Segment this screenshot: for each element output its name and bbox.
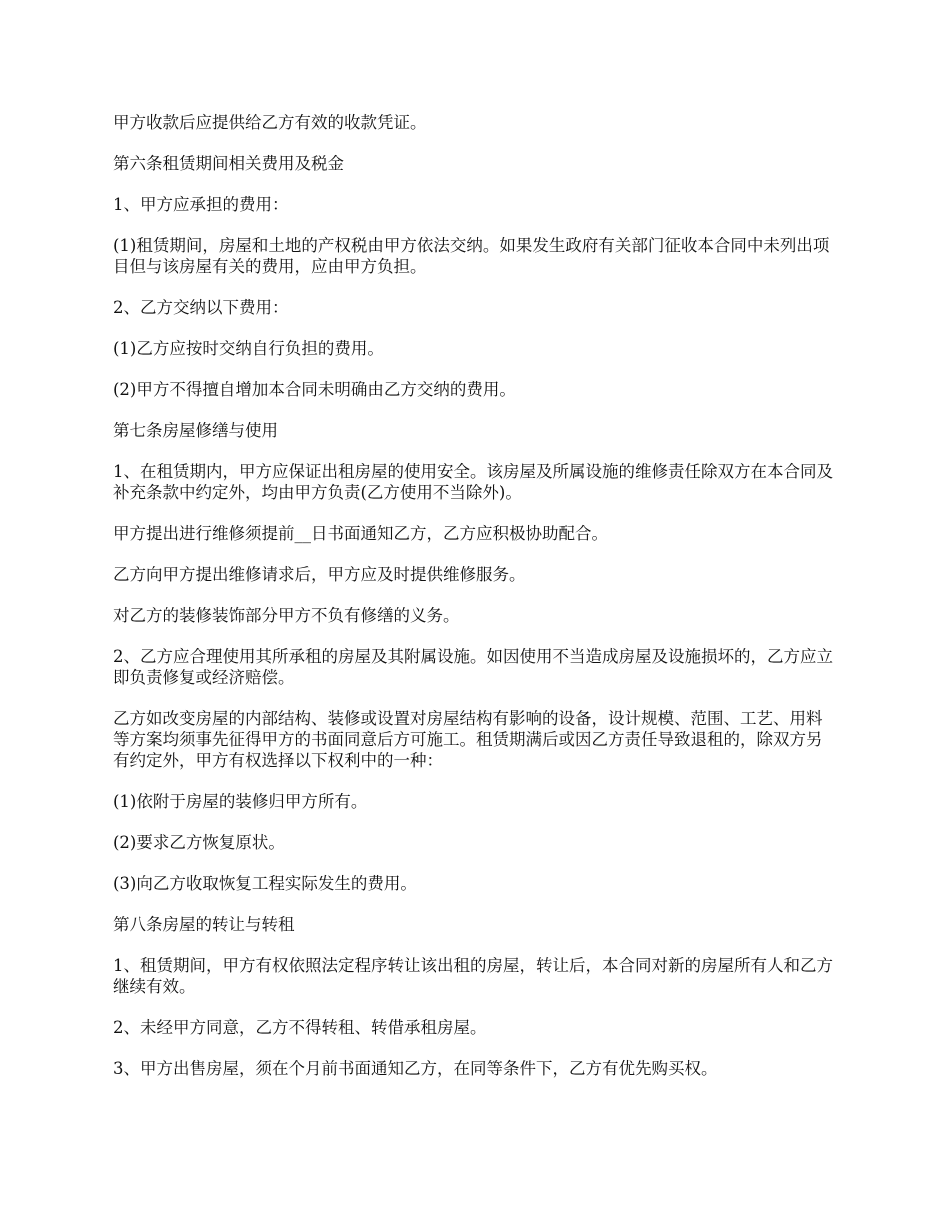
paragraph-property-tax: (1)租赁期间，房屋和土地的产权税由甲方依法交纳。如果发生政府有关部门征收本合同中未列出项目但与该房屋有关的费用，应由甲方负担。 — [113, 236, 830, 276]
paragraph-party-b-fees: 2、乙方交纳以下费用： — [113, 298, 289, 317]
paragraph-proper-use: 2、乙方应合理使用其所承租的房屋及其附属设施。如因使用不当造成房屋及设施损坏的，乙方应立即负责修复或经济赔偿。 — [113, 647, 833, 687]
paragraph-repair-service: 乙方向甲方提出维修请求后，甲方应及时提供维修服务。 — [113, 565, 526, 584]
paragraph-option-3: (3)向乙方收取恢复工程实际发生的费用。 — [113, 874, 417, 893]
paragraph-option-1: (1)依附于房屋的装修归甲方所有。 — [113, 792, 368, 811]
heading-article-7: 第七条房屋修缮与使用 — [113, 421, 278, 440]
paragraph-transfer: 1、租赁期间，甲方有权依照法定程序转让该出租的房屋，转让后，本合同对新的房屋所有人和乙方继续有效。 — [113, 956, 833, 996]
paragraph-safety: 1、在租赁期内，甲方应保证出租房屋的使用安全。该房屋及所属设施的维修责任除双方在本合同及补充条款中约定外，均由甲方负责(乙方使用不当除外)。 — [113, 462, 833, 502]
paragraph-repair-notice: 甲方提出进行维修须提前__日书面通知乙方，乙方应积极协助配合。 — [113, 524, 608, 543]
paragraph-option-2: (2)要求乙方恢复原状。 — [113, 833, 285, 852]
document-body — [113, 112, 837, 1099]
paragraph-preemption: 3、甲方出售房屋，须在个月前书面通知乙方，在同等条件下，乙方有优先购买权。 — [113, 1059, 718, 1078]
paragraph-decoration: 对乙方的装修装饰部分甲方不负有修缮的义务。 — [113, 606, 460, 625]
paragraph-receipt: 甲方收款后应提供给乙方有效的收款凭证。 — [113, 113, 427, 132]
paragraph-no-extra-fees: (2)甲方不得擅自增加本合同未明确由乙方交纳的费用。 — [113, 380, 516, 399]
heading-article-6: 第六条租赁期间相关费用及税金 — [113, 154, 344, 173]
paragraph-party-a-fees: 1、甲方应承担的费用： — [113, 195, 289, 214]
paragraph-structure-change: 乙方如改变房屋的内部结构、装修或设置对房屋结构有影响的设备，设计规模、范围、工艺、用料等方案均须事先征得甲方的书面同意后方可施工。租赁期满后或因乙方责任导致退租的，除双方另有约定外，甲方有权选择以下权利中的一种： — [113, 709, 823, 770]
paragraph-no-sublet: 2、未经甲方同意，乙方不得转租、转借承租房屋。 — [113, 1018, 487, 1037]
heading-article-8: 第八条房屋的转让与转租 — [113, 915, 295, 934]
paragraph-pay-on-time: (1)乙方应按时交纳自行负担的费用。 — [113, 339, 384, 358]
